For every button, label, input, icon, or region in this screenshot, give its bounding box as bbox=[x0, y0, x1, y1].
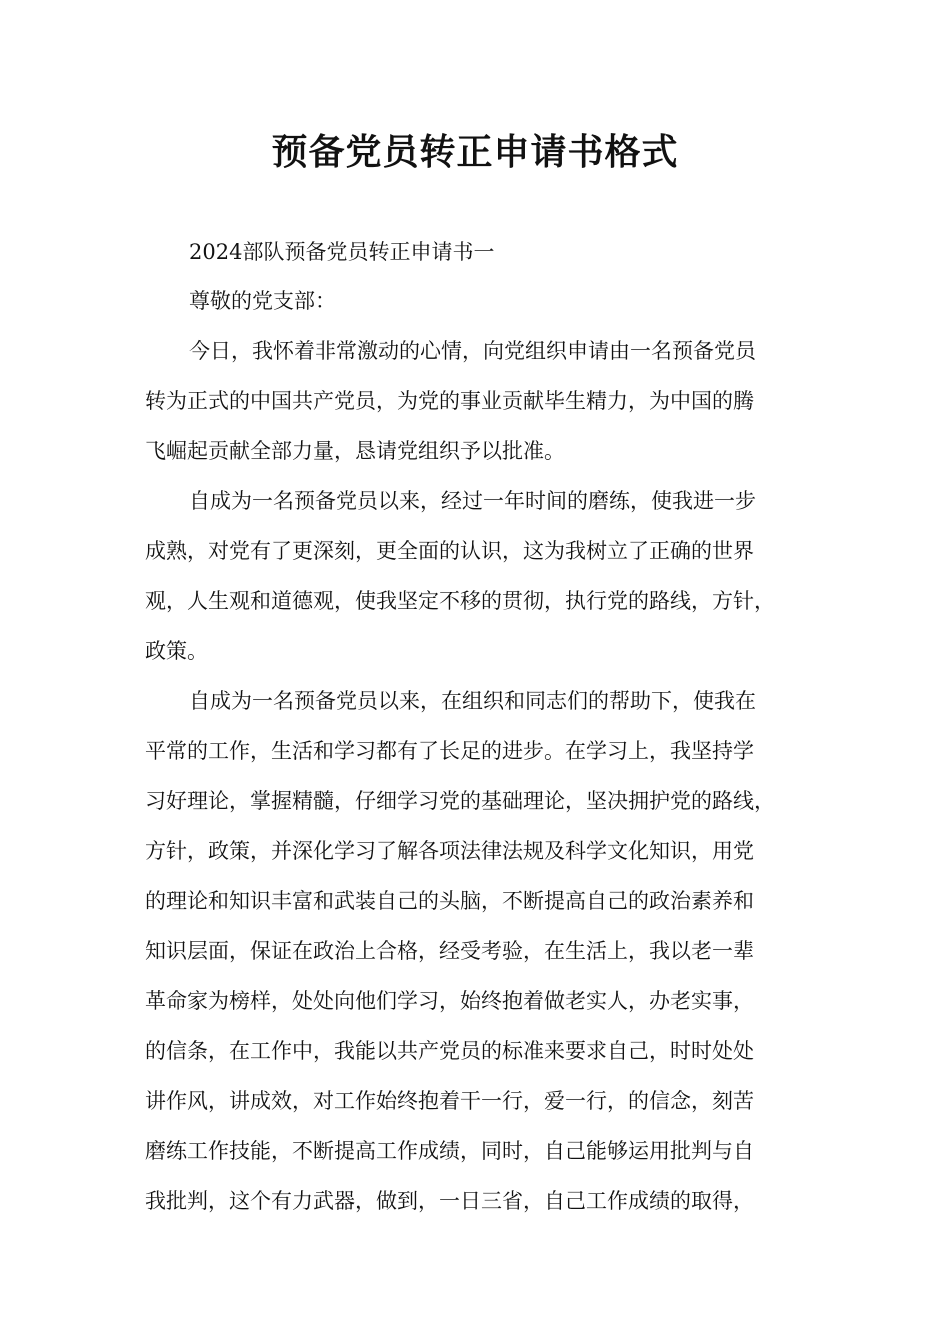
paragraph-line: 我批判，这个有力武器，做到，一日三省，自己工作成绩的取得， bbox=[145, 1189, 754, 1213]
document-title: 预备党员转正申请书格式 bbox=[271, 132, 679, 173]
paragraph-line: 平常的工作，生活和学习都有了长足的进步。在学习上，我坚持学 bbox=[145, 739, 754, 763]
paragraph-line: 的理论和知识丰富和武装自己的头脑，不断提高自己的政治素养和 bbox=[145, 889, 754, 913]
paragraph-line: 革命家为榜样，处处向他们学习，始终抱着做老实人，办老实事， bbox=[145, 989, 754, 1013]
paragraph-line: 知识层面，保证在政治上合格，经受考验，在生活上，我以老一辈 bbox=[145, 939, 754, 963]
paragraph-line: 政策。 bbox=[145, 639, 208, 663]
paragraph-line: 飞崛起贡献全部力量，恳请党组织予以批准。 bbox=[145, 439, 565, 463]
paragraph-line: 自成为一名预备党员以来，经过一年时间的磨练，使我进一步 bbox=[189, 489, 756, 513]
paragraph-line: 讲作风，讲成效，对工作始终抱着干一行，爱一行，的信念，刻苦 bbox=[145, 1089, 754, 1113]
paragraph-line: 成熟，对党有了更深刻，更全面的认识，这为我树立了正确的世界 bbox=[145, 539, 754, 563]
paragraph-line: 转为正式的中国共产党员，为党的事业贡献毕生精力，为中国的腾 bbox=[145, 389, 754, 413]
paragraph-line: 的信条，在工作中，我能以共产党员的标准来要求自己，时时处处 bbox=[145, 1039, 754, 1063]
paragraph-line: 方针，政策，并深化学习了解各项法律法规及科学文化知识，用党 bbox=[145, 839, 754, 863]
salutation: 尊敬的党支部： bbox=[189, 289, 336, 313]
paragraph-line: 磨练工作技能，不断提高工作成绩，同时，自己能够运用批判与自 bbox=[145, 1139, 754, 1163]
section-heading: 2024部队预备党员转正申请书一 bbox=[189, 240, 495, 264]
paragraph-line: 自成为一名预备党员以来，在组织和同志们的帮助下，使我在 bbox=[189, 689, 756, 713]
paragraph-line: 今日，我怀着非常激动的心情，向党组织申请由一名预备党员 bbox=[189, 339, 756, 363]
paragraph-line: 观，人生观和道德观，使我坚定不移的贯彻，执行党的路线，方针， bbox=[145, 589, 775, 613]
paragraph-line: 习好理论，掌握精髓，仔细学习党的基础理论，坚决拥护党的路线， bbox=[145, 789, 775, 813]
